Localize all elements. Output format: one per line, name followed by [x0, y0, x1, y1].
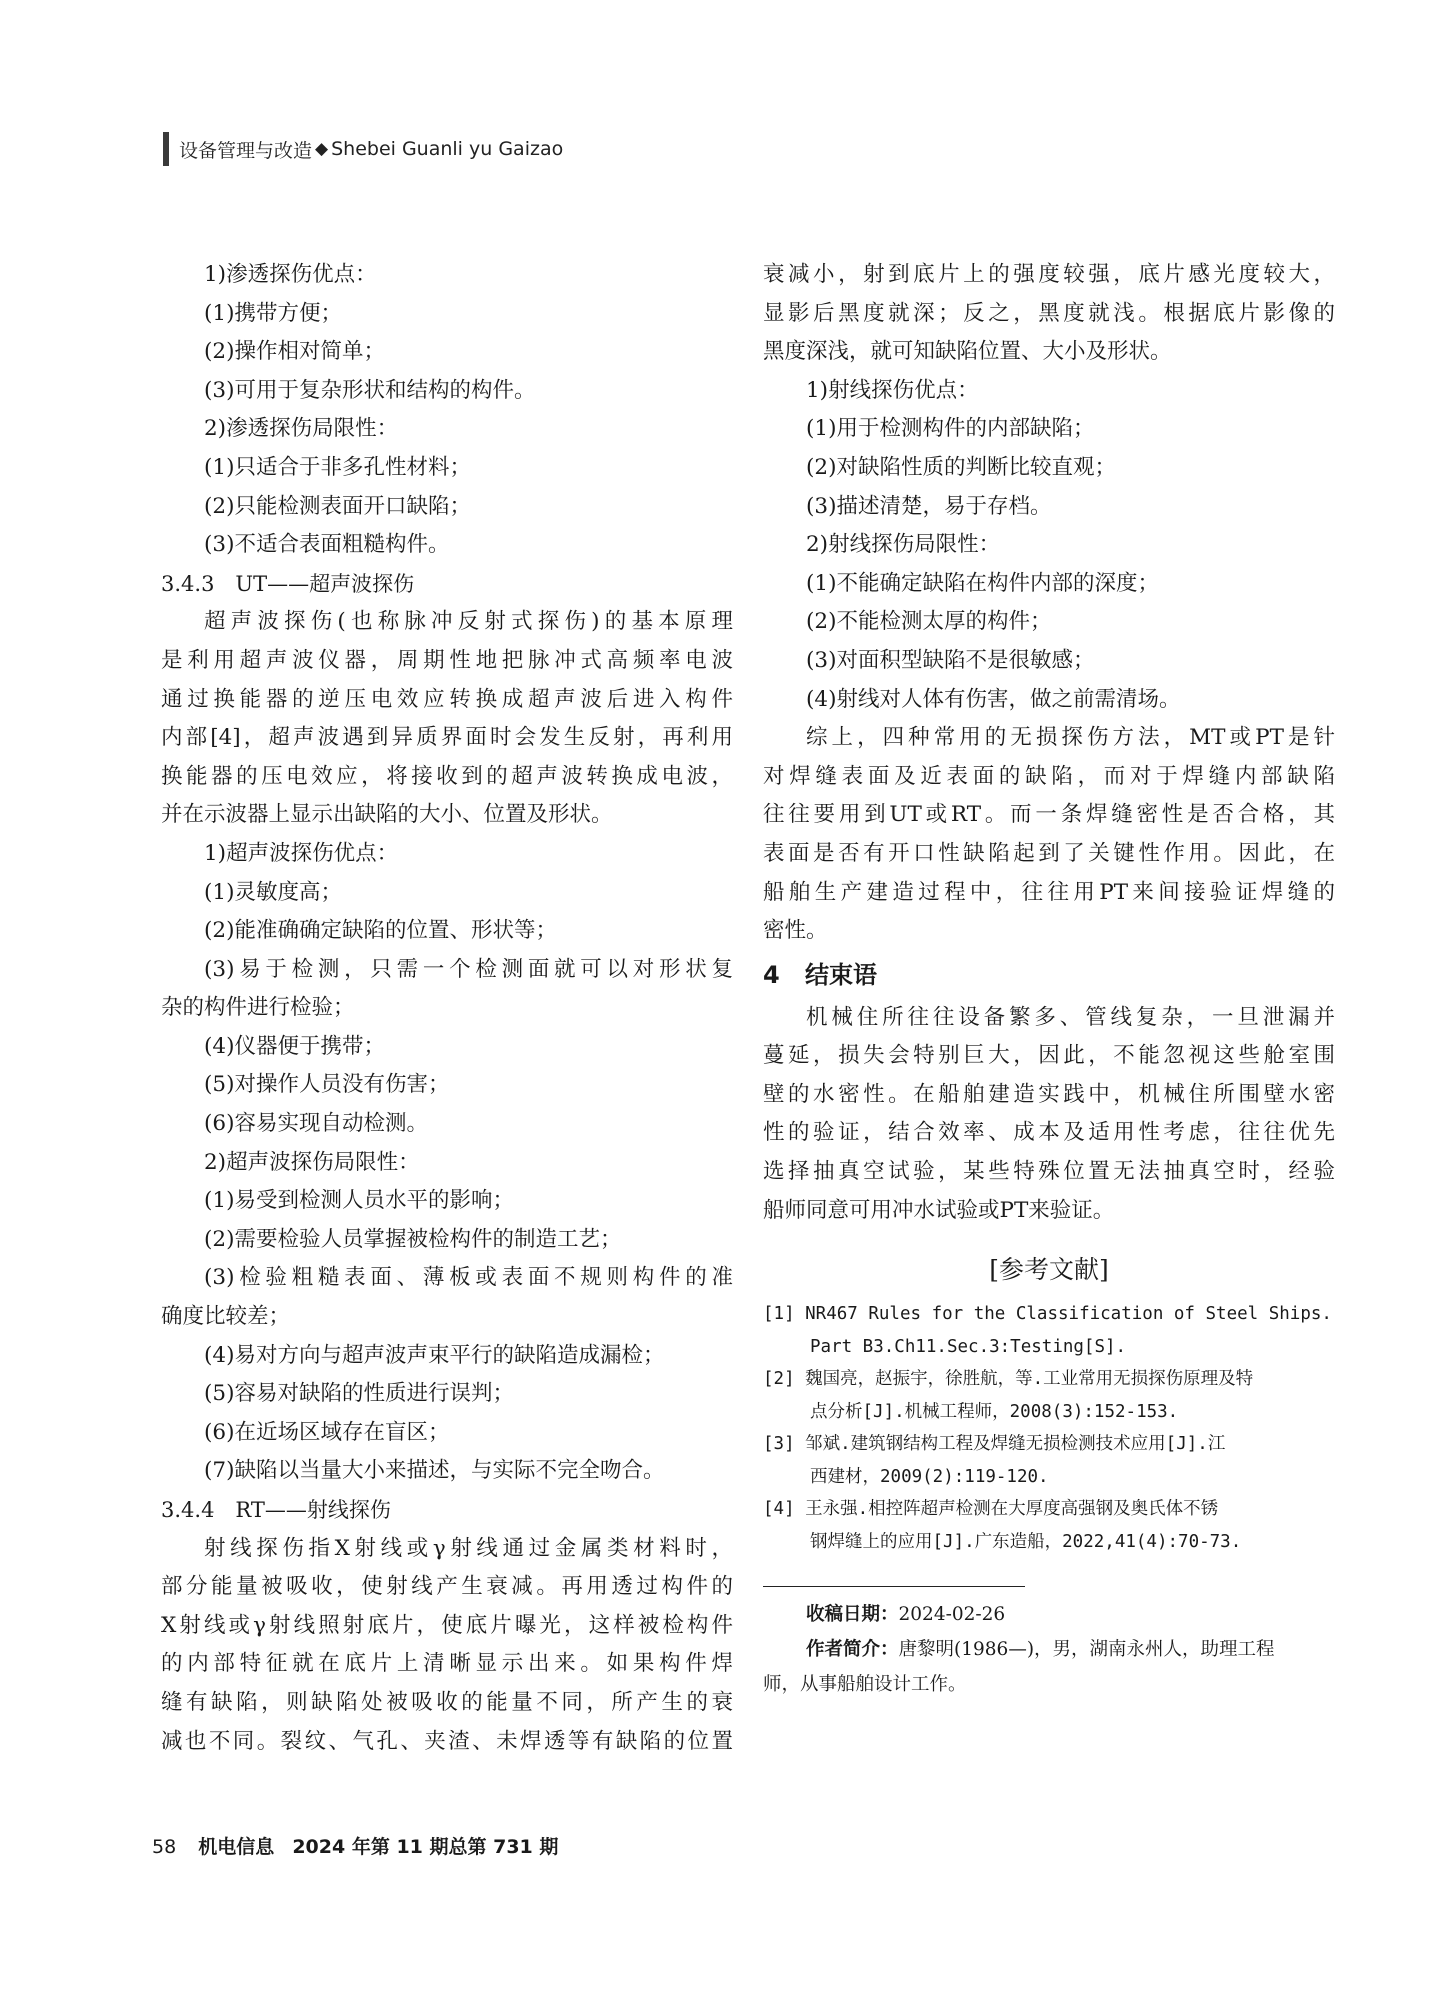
page-number: 58: [152, 1836, 177, 1858]
text-line: (5)容易对缺陷的性质进行误判；: [204, 1381, 514, 1407]
author-bio-cont: 师，从事船舶设计工作。: [763, 1674, 967, 1696]
text-line: 杂的构件进行检验；: [161, 995, 355, 1021]
left-column: [161, 256, 733, 1761]
text-line: 2)射线探伤局限性：: [806, 532, 1001, 558]
received-date: [763, 1597, 1335, 1632]
right-column: [763, 256, 1335, 1702]
text-line: 船舶生产建造过程中，往往用PT来间接验证焊缝的: [763, 879, 1335, 905]
text-line: (1)不能确定缺陷在构件内部的深度；: [806, 570, 1159, 596]
author-bio: [763, 1632, 1335, 1667]
text-line: X射线或γ射线照射底片，使底片曝光，这样被检构件: [161, 1612, 733, 1638]
footer-issue: 2024 年第 11 期总第 731 期: [292, 1836, 559, 1858]
text-line: (3)检验粗糙表面、薄板或表面不规则构件的准: [204, 1265, 733, 1291]
author-value: 唐黎明(1986—)，男，湖南永州人，助理工程: [898, 1639, 1275, 1661]
text-line: (1)用于检测构件的内部缺陷；: [806, 416, 1095, 442]
reference-item: [763, 1298, 1335, 1363]
text-line: 是利用超声波仪器，周期性地把脉冲式高频率电波: [161, 647, 733, 673]
text-line: 显影后黑度就深；反之，黑度就浅。根据底片影像的: [763, 300, 1335, 326]
text-line: (2)能准确确定缺陷的位置、形状等；: [204, 918, 557, 944]
reference-line: [4] 王永强.相控阵超声检测在大厚度高强钢及奥氏体不锈: [763, 1499, 1219, 1520]
reference-line: 点分析[J].机械工程师，2008(3):152-153.: [810, 1401, 1179, 1422]
text-line: 通过换能器的逆压电效应转换成超声波后进入构件: [161, 686, 733, 712]
text-line: 选择抽真空试验，某些特殊位置无法抽真空时，经验: [763, 1159, 1335, 1185]
text-line: (3)不适合表面粗糙构件。: [204, 532, 450, 558]
footer-journal: 机电信息: [198, 1836, 275, 1858]
text-line: (1)易受到检测人员水平的影响；: [204, 1188, 514, 1214]
text-line: (7)缺陷以当量大小来描述，与实际不完全吻合。: [204, 1458, 665, 1484]
running-header: [163, 131, 563, 167]
text-line: 机械住所往往设备繁多、管线复杂，一旦泄漏并: [806, 1004, 1335, 1030]
text-line: (1)只适合于非多孔性材料；: [204, 454, 471, 480]
reference-line: [2] 魏国亮，赵振宇，徐胜航，等.工业常用无损探伤原理及特: [763, 1369, 1254, 1390]
text-line: 1)渗透探伤优点：: [204, 262, 377, 287]
text-line: 性的验证，结合效率、成本及适用性考虑，往往优先: [763, 1120, 1335, 1146]
text-line: 缝有缺陷，则缺陷处被吸收的能量不同，所产生的衰: [161, 1689, 733, 1715]
text-line: (2)只能检测表面开口缺陷；: [204, 493, 471, 519]
text-line: 内部[4]，超声波遇到异质界面时会发生反射，再利用: [161, 725, 733, 751]
text-line: 2)超声波探伤局限性：: [204, 1149, 420, 1175]
footnote-rule: [763, 1586, 1025, 1587]
reference-line: [1] NR467 Rules for the Classification of Steel Ships.: [763, 1304, 1332, 1325]
reference-item: [763, 1493, 1335, 1558]
references-list: [763, 1298, 1335, 1558]
received-label: 收稿日期：: [806, 1604, 899, 1626]
text-line: 超声波探伤(也称脉冲反射式探伤)的基本原理: [204, 609, 733, 635]
journal-name-cn: 设备管理与改造: [179, 139, 313, 162]
text-line: 往往要用到UT或RT。而一条焊缝密性是否合格，其: [763, 802, 1335, 828]
text-line: 壁的水密性。在船舶建造实践中，机械住所围壁水密: [763, 1081, 1335, 1107]
diamond-icon: ◆: [315, 139, 329, 159]
text-line: (4)仪器便于携带；: [204, 1033, 385, 1059]
text-line: 部分能量被吸收，使射线产生衰减。再用透过构件的: [161, 1574, 733, 1600]
text-line: (1)灵敏度高；: [204, 879, 342, 905]
text-line: 黑度深浅，就可知缺陷位置、大小及形状。: [763, 339, 1172, 365]
reference-item: [763, 1428, 1335, 1493]
page-footer: [152, 1832, 558, 1859]
text-line: 并在示波器上显示出缺陷的大小、位置及形状。: [161, 802, 613, 828]
text-line: 船师同意可用冲水试验或PT来验证。: [763, 1197, 1115, 1223]
section-title: 结束语: [805, 960, 877, 989]
journal-name-pinyin: Shebei Guanli yu Gaizao: [331, 138, 564, 160]
text-line: (6)在近场区域存在盲区；: [204, 1419, 450, 1445]
text-line: 射线探伤指X射线或γ射线通过金属类材料时，: [204, 1535, 733, 1561]
text-line: 的内部特征就在底片上清晰显示出来。如果构件焊: [161, 1651, 733, 1677]
section-heading: [763, 955, 1335, 995]
text-line: 2)渗透探伤局限性：: [204, 416, 399, 442]
text-line: 表面是否有开口性缺陷起到了关键性作用。因此，在: [763, 840, 1335, 866]
section-number: 4: [763, 960, 780, 989]
reference-line: [3] 邹斌.建筑钢结构工程及焊缝无损检测技术应用[J].江: [763, 1434, 1226, 1455]
text-line: (3)对面积型缺陷不是很敏感；: [806, 647, 1095, 673]
text-line: 换能器的压电效应，将接收到的超声波转换成电波，: [161, 763, 733, 789]
text-line: 综上，四种常用的无损探伤方法，MT或PT是针: [806, 725, 1335, 751]
text-line: 密性。: [763, 918, 828, 944]
text-line: (2)需要检验人员掌握被检构件的制造工艺；: [204, 1226, 622, 1252]
text-line: (1)携带方便；: [204, 300, 342, 326]
reference-line: 西建材，2009(2):119-120.: [810, 1466, 1049, 1487]
received-value: 2024-02-26: [898, 1604, 1006, 1626]
text-line: 蔓延，损失会特别巨大，因此，不能忽视这些舱室围: [763, 1043, 1335, 1069]
text-line: (2)不能检测太厚的构件；: [806, 609, 1052, 635]
text-line: (6)容易实现自动检测。: [204, 1111, 428, 1137]
text-line: (3)描述清楚，易于存档。: [806, 493, 1052, 519]
author-label: 作者简介：: [806, 1639, 899, 1661]
text-line: 减也不同。裂纹、气孔、夹渣、未焊透等有缺陷的位置: [161, 1728, 733, 1754]
text-line: 对焊缝表面及近表面的缺陷，而对于焊缝内部缺陷: [763, 763, 1335, 789]
reference-item: [763, 1363, 1335, 1428]
text-line: (5)对操作人员没有伤害；: [204, 1072, 450, 1098]
text-line: 1)射线探伤优点：: [806, 377, 979, 403]
reference-line: Part B3.Ch11.Sec.3:Testing[S].: [810, 1336, 1127, 1357]
references-title: [参考文献]: [989, 1255, 1109, 1285]
text-line: (2)操作相对简单；: [204, 339, 385, 365]
header-bar: [163, 132, 169, 166]
text-line: 衰减小，射到底片上的强度较强，底片感光度较大，: [763, 262, 1335, 287]
text-line: (4)易对方向与超声波声束平行的缺陷造成漏检；: [204, 1342, 665, 1368]
text-line: (4)射线对人体有伤害，做之前需清场。: [806, 686, 1181, 712]
text-line: 确度比较差；: [161, 1304, 291, 1330]
subsection-heading: 3.4.4 RT——射线探伤: [161, 1498, 391, 1522]
conclusion-paragraph: [763, 999, 1335, 1231]
subsection-heading: 3.4.3 UT——超声波探伤: [161, 571, 415, 596]
right-column-body: [763, 256, 1335, 951]
reference-line: 钢焊缝上的应用[J].广东造船，2022,41(4):70-73.: [810, 1531, 1242, 1552]
text-line: (3)可用于复杂形状和结构的构件。: [204, 377, 536, 403]
text-line: (2)对缺陷性质的判断比较直观；: [806, 454, 1116, 480]
text-line: (3)易于检测，只需一个检测面就可以对形状复: [204, 956, 733, 982]
text-line: 1)超声波探伤优点：: [204, 840, 399, 866]
